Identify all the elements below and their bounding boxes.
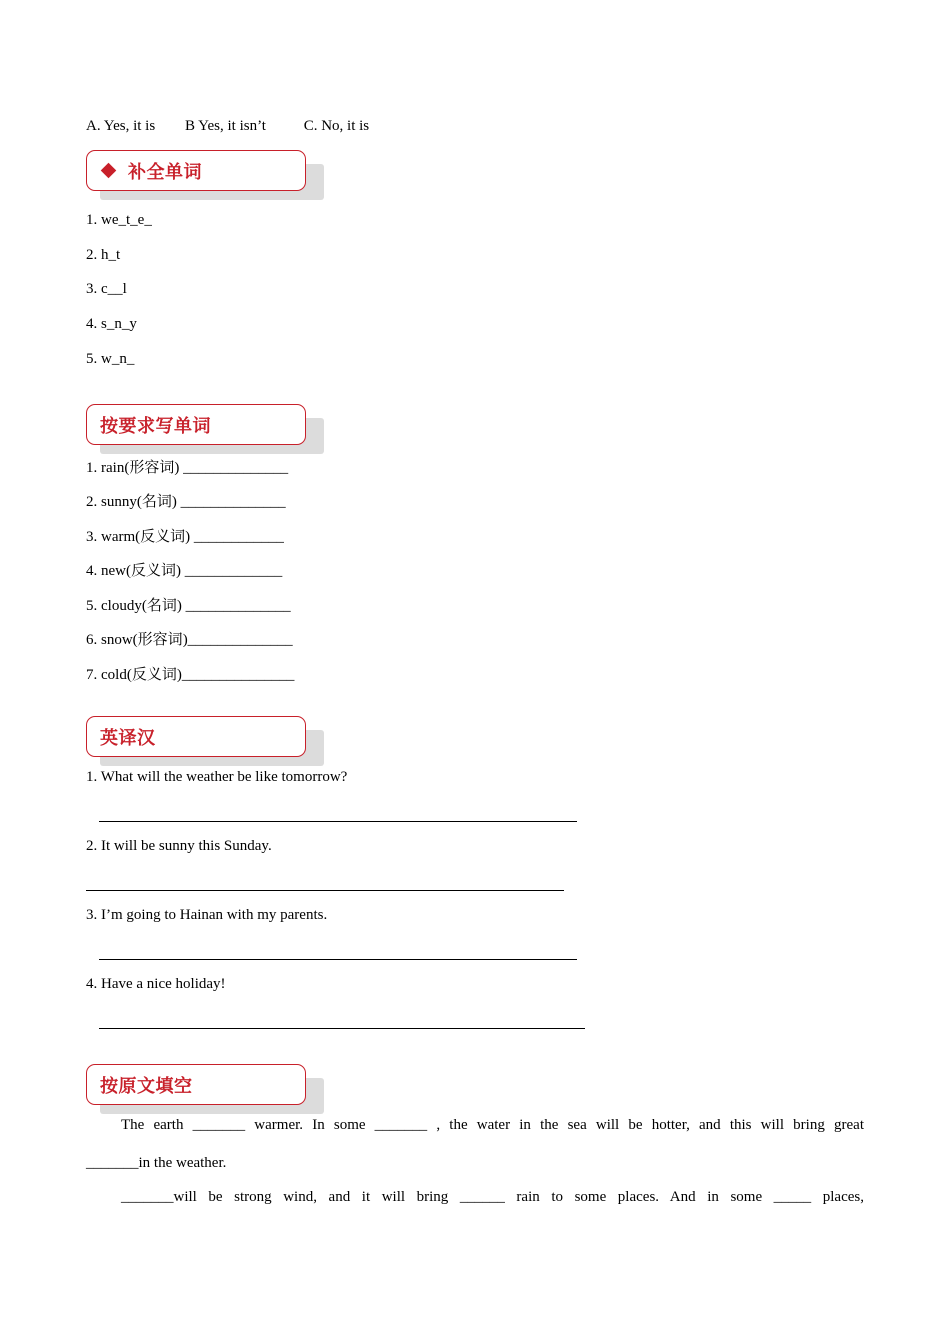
options-line — [86, 118, 369, 135]
list-item: 2. It will be sunny this Sunday. — [86, 838, 272, 854]
section-header-write-words — [86, 404, 310, 447]
list-item: 7. cold(反义词)_______________ — [86, 665, 295, 683]
answer-blank-line[interactable] — [99, 959, 577, 960]
section-header-complete-words — [86, 150, 310, 193]
section-title: 英译汉 — [100, 727, 156, 749]
paragraph-line: The earth _______ warmer. In some _______ , the water in the sea will be hotter, and this will bring great — [121, 1117, 864, 1133]
list-item: 4. new(反义词) _____________ — [86, 561, 283, 579]
answer-blank-line[interactable] — [99, 1028, 585, 1029]
answer-blank-line[interactable] — [86, 890, 564, 891]
list-item: 4. s_n_y — [86, 316, 137, 332]
option-b: B Yes, it isn’t — [184, 118, 266, 134]
list-item: 5. cloudy(名词) ______________ — [86, 596, 291, 614]
list-item: 2. h_t — [86, 247, 121, 263]
section-header-translate — [86, 716, 310, 759]
section-title: 按原文填空 — [100, 1075, 193, 1097]
option-c: C. No, it is — [303, 118, 370, 134]
paragraph-line: _______in the weather. — [86, 1155, 227, 1171]
list-item: 2. sunny(名词) ______________ — [86, 492, 286, 510]
list-item: 1. What will the weather be like tomorrow? — [86, 769, 348, 785]
paragraph-line: _______will be strong wind, and it will bring ______ rain to some places. And in some _____ places, — [121, 1189, 864, 1205]
section-title: 按要求写单词 — [100, 415, 211, 437]
list-item: 1. rain(形容词) ______________ — [86, 458, 289, 476]
list-item: 1. we_t_e_ — [86, 212, 152, 228]
list-item: 3. c__l — [86, 281, 127, 297]
list-item: 3. I’m going to Hainan with my parents. — [86, 907, 328, 923]
list-item: 4. Have a nice holiday! — [86, 976, 226, 992]
option-a: A. Yes, it is — [86, 118, 156, 134]
diamond-bullet-icon — [101, 163, 117, 179]
list-item: 3. warm(反义词) ____________ — [86, 527, 284, 545]
section-header-fill-in — [86, 1064, 310, 1107]
list-item: 5. w_n_ — [86, 351, 135, 367]
answer-blank-line[interactable] — [99, 821, 577, 822]
section-title: 补全单词 — [128, 161, 202, 183]
list-item: 6. snow(形容词)______________ — [86, 630, 293, 648]
